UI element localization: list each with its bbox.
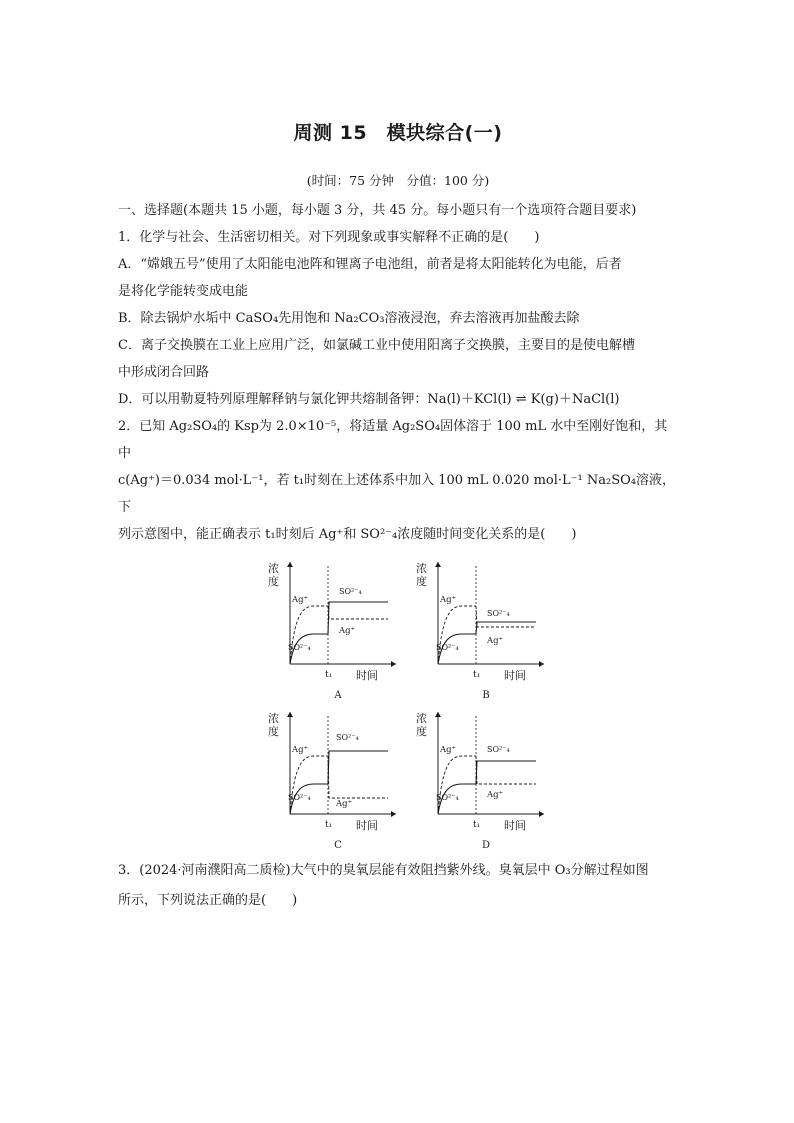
so4-label-after: SO²⁻₄ — [487, 609, 510, 618]
figure-letter-a: A — [334, 690, 342, 701]
figure-svg-b — [414, 554, 554, 702]
figure-letter-d: D — [481, 840, 491, 851]
question-2 — [118, 413, 678, 548]
y-axis-arrow — [287, 562, 293, 567]
q1-option-c-line2: 中形成闭合回路 — [118, 365, 210, 380]
exam-info: (时间：75 分钟 分值：100 分) — [306, 173, 490, 188]
y-axis-label-1: 浓 — [268, 562, 279, 575]
y-axis-label-2: 度 — [416, 725, 427, 738]
ag-label-after: Ag⁺ — [336, 799, 353, 809]
figure-svg-d — [414, 704, 554, 852]
figure-b — [414, 554, 554, 702]
y-axis-label-2: 度 — [268, 725, 279, 738]
x-axis-arrow — [539, 661, 544, 667]
y-axis-arrow — [287, 712, 293, 717]
question-3 — [118, 856, 678, 916]
so4-curve-after — [328, 602, 388, 634]
x-axis-arrow — [391, 811, 396, 817]
q1-option-a-line2: 是将化学能转变成电能 — [118, 284, 249, 299]
t1-label: t₁ — [473, 670, 481, 680]
q1-option-c-line1: C．离子交换膜在工业上应用广泛，如氯碱工业中使用阳离子交换膜，主要目的是使电解槽 — [118, 338, 635, 353]
y-axis-label-2: 度 — [268, 575, 279, 588]
q1-option-b: B．除去锅炉水垢中 CaSO₄先用饱和 Na₂CO₃溶液浸泡，弃去溶液再加盐酸去除 — [118, 311, 580, 326]
q3-line1: 3．(2024·河南濮阳高二质检)大气中的臭氧层能有效阻挡紫外线。臭氧层中 O₃分解过程如图 — [118, 863, 649, 878]
x-axis-label: 时间 — [356, 819, 378, 832]
q3-line2: 所示，下列说法正确的是( ) — [118, 893, 298, 908]
t1-label: t₁ — [473, 820, 481, 830]
so4-curve-after — [476, 761, 536, 784]
so4-label-before: SO²⁻₄ — [436, 643, 459, 652]
q2-line1: 2．已知 Ag₂SO₄的 Ksp为 2.0×10⁻⁵，将适量 Ag₂SO₄固体溶于 100 mL 水中至刚好饱和，其中 — [118, 419, 668, 461]
x-axis-label: 时间 — [504, 669, 526, 682]
y-axis-label-1: 浓 — [416, 712, 427, 725]
concentration-figures — [118, 554, 678, 850]
ag-label-before: Ag⁺ — [440, 595, 457, 605]
x-axis-label: 时间 — [356, 669, 378, 682]
q2-line2: c(Ag⁺)＝0.034 mol·L⁻¹，若 t₁时刻在上述体系中加入 100 mL 0.020 mol·L⁻¹ Na₂SO₄溶液，下 — [118, 473, 675, 515]
so4-label-after: SO²⁻₄ — [487, 745, 510, 754]
ag-curve-after — [328, 756, 388, 798]
t1-label: t₁ — [325, 820, 333, 830]
q1-option-a-line1: A．“嫦娥五号”使用了太阳能电池阵和锂离子电池组，前者是将太阳能转化为电能，后者 — [118, 257, 622, 272]
x-axis-arrow — [539, 811, 544, 817]
ag-curve-after — [476, 756, 536, 784]
y-axis-arrow — [435, 562, 441, 567]
figure-letter-b: B — [482, 690, 490, 701]
y-axis-arrow — [435, 712, 441, 717]
y-axis-label-1: 浓 — [416, 562, 427, 575]
q1-stem: 1．化学与社会、生活密切相关。对下列现象或事实解释不正确的是( ) — [118, 230, 540, 245]
x-axis-arrow — [391, 661, 396, 667]
so4-curve-after — [476, 622, 536, 634]
ag-label-after: Ag⁺ — [487, 636, 504, 646]
figure-letter-c: C — [334, 840, 342, 851]
so4-label-before: SO²⁻₄ — [288, 793, 311, 802]
so4-label-after: SO²⁻₄ — [336, 733, 359, 742]
x-axis-label: 时间 — [504, 819, 526, 832]
ag-label-before: Ag⁺ — [440, 745, 457, 755]
ag-label-before: Ag⁺ — [292, 595, 309, 605]
ag-label-before: Ag⁺ — [292, 745, 309, 755]
t1-label: t₁ — [325, 670, 333, 680]
figure-svg-c — [266, 704, 406, 852]
so4-label-before: SO²⁻₄ — [436, 793, 459, 802]
figure-svg-a — [266, 554, 406, 702]
page-title: 周测 15 模块综合(一) — [293, 122, 503, 144]
section-header: 一、选择题(本题共 15 小题，每小题 3 分，共 45 分。每小题只有一个选项符合题目要求) — [118, 203, 637, 218]
ag-curve-after — [328, 606, 388, 619]
question-1 — [118, 224, 678, 413]
q2-line3: 列示意图中，能正确表示 t₁时刻后 Ag⁺和 SO²⁻₄浓度随时间变化关系的是( ) — [118, 527, 577, 542]
ag-label-after: Ag⁺ — [487, 790, 504, 800]
figure-a — [266, 554, 406, 702]
so4-label-after: SO²⁻₄ — [339, 587, 362, 596]
ag-label-after: Ag⁺ — [339, 626, 356, 636]
figure-d — [414, 704, 554, 852]
exam-page — [118, 118, 678, 916]
so4-curve-after — [328, 751, 388, 784]
y-axis-label-2: 度 — [416, 575, 427, 588]
q1-option-d: D．可以用勒夏特列原理解释钠与氯化钾共熔制备钾：Na(l)＋KCl(l) ⇌ K(g)＋NaCl(l) — [118, 392, 620, 407]
y-axis-label-1: 浓 — [268, 712, 279, 725]
so4-label-before: SO²⁻₄ — [288, 643, 311, 652]
figure-c — [266, 704, 406, 852]
